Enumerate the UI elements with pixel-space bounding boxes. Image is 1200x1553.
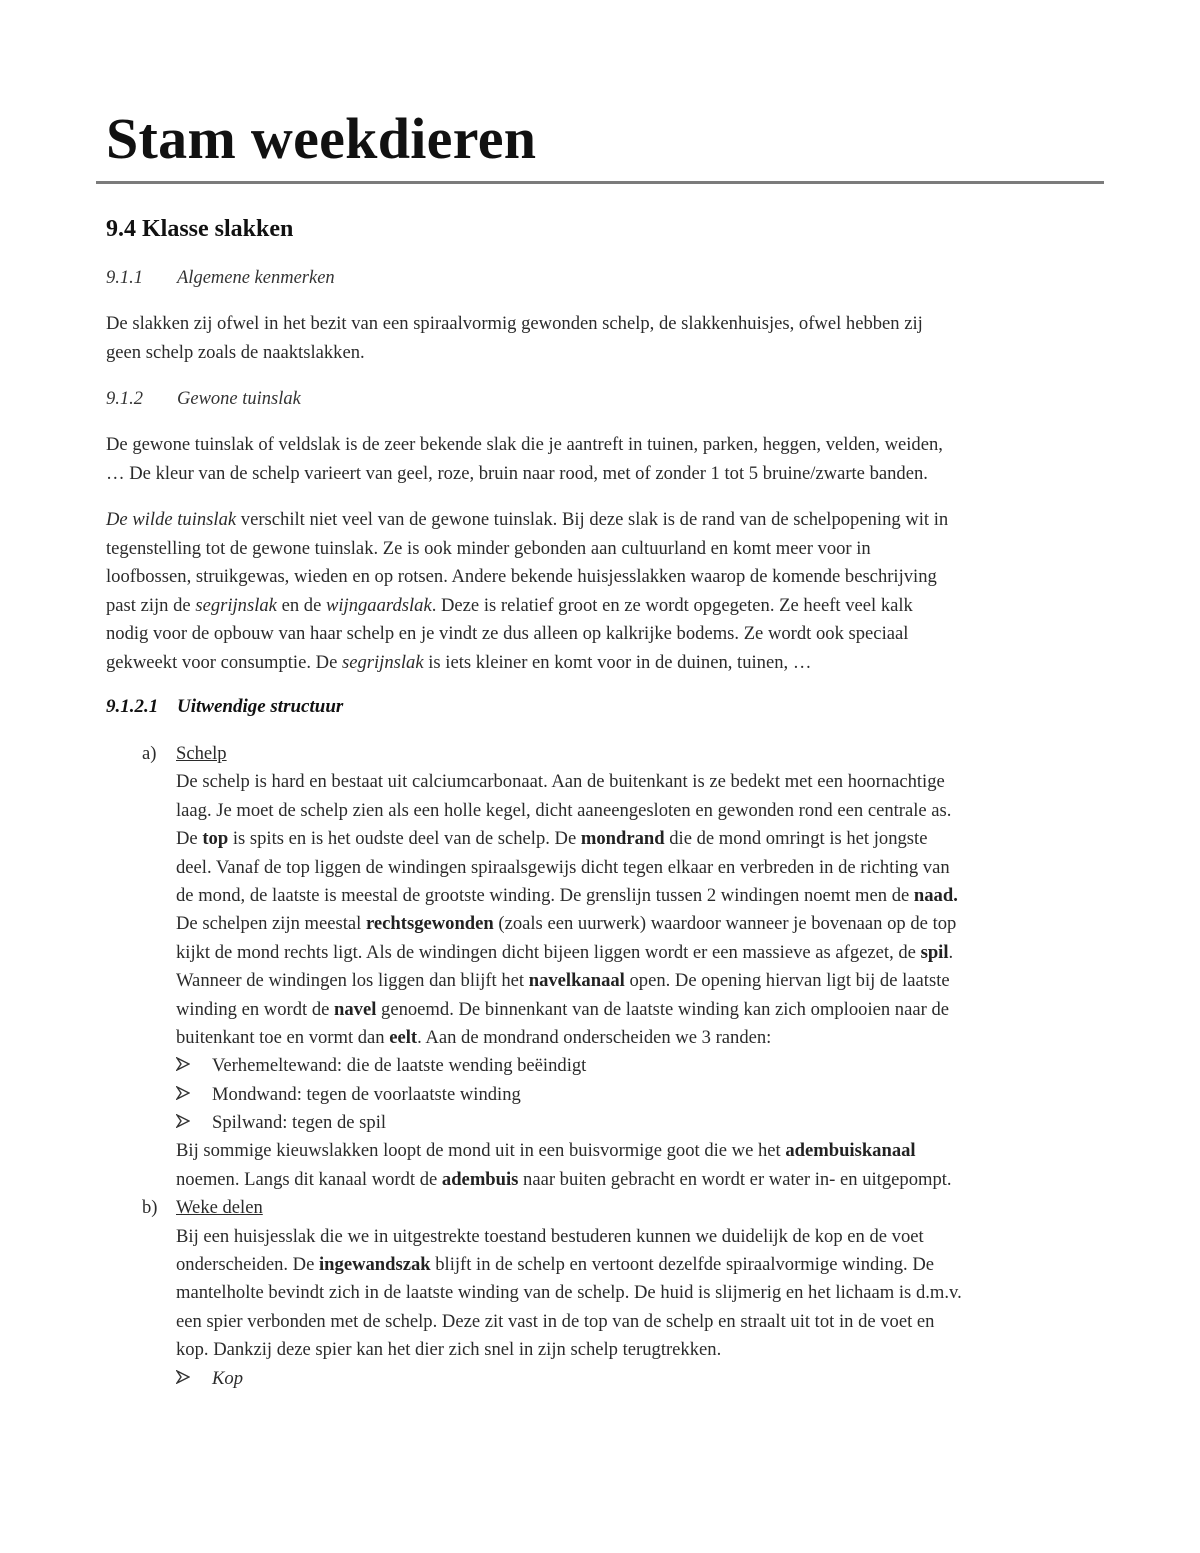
text-line: De slakken zij ofwel in het bezit van een spiraalvormig gewonden schelp, de slakkenhuisjes, ofwel hebben zij bbox=[106, 313, 923, 334]
bullet-item: Spilwand: tegen de spil bbox=[106, 1109, 1101, 1137]
text-line: laag. Je moet de schelp zien als een holle kegel, dicht aaneengesloten en gewonden rond een centrale as. bbox=[176, 799, 952, 821]
structure-list bbox=[106, 740, 1101, 1393]
text-line: De gewone tuinslak of veldslak is de zeer bekende slak die je aantreft in tuinen, parken, heggen, velden, weiden, bbox=[106, 434, 943, 455]
subsection-number: 9.1.2 bbox=[106, 389, 143, 409]
subsection-heading-algemene bbox=[106, 265, 335, 291]
term: adembuiskanaal bbox=[785, 1140, 916, 1162]
list-marker: a) bbox=[142, 743, 157, 764]
text-line: buitenkant toe en vormt dan eelt. Aan de mondrand onderscheiden we 3 randen: bbox=[176, 1026, 772, 1048]
paragraph-gewone-tuinslak bbox=[106, 431, 1101, 488]
text-line: Wanneer de windingen los liggen dan blijft het navelkanaal open. De opening hiervan ligt bij de laatste bbox=[176, 970, 950, 992]
subsection-title: Algemene kenmerken bbox=[177, 268, 335, 288]
text-line: noemen. Langs dit kanaal wordt de adembuis naar buiten gebracht en wordt er water in- en uitgepompt. bbox=[176, 1168, 952, 1190]
term: adembuis bbox=[441, 1168, 519, 1190]
term: navel bbox=[334, 998, 377, 1020]
subsection-heading-tuinslak bbox=[106, 386, 301, 412]
emphasis: segrijnslak bbox=[195, 594, 277, 616]
text-line: de mond, de laatste is meestal de grootste winding. De grenslijn tussen 2 windingen noemt men de naad. bbox=[176, 884, 958, 906]
term: ingewandszak bbox=[319, 1254, 431, 1276]
bullet-item bbox=[106, 1365, 1101, 1393]
section-heading: 9.4 Klasse slakken bbox=[106, 216, 294, 242]
text-line: … De kleur van de schelp varieert van geel, roze, bruin naar rood, met of zonder 1 tot 5 bruine/zwarte banden. bbox=[106, 462, 928, 484]
text-line: De top is spits en is het oudste deel van de schelp. De mondrand die de mond omringt is het jongste bbox=[176, 828, 928, 850]
bullet-item: Mondwand: tegen de voorlaatste winding bbox=[106, 1081, 1101, 1109]
list-item-b bbox=[106, 1194, 1101, 1222]
subsubsection-heading bbox=[106, 694, 343, 720]
term: naad. bbox=[913, 884, 958, 906]
text-line: loofbossen, struikgewas, wieden en op rotsen. Andere bekende huisjesslakken waarop de komende beschrijving bbox=[106, 566, 937, 588]
text-line: past zijn de segrijnslak en de wijngaardslak. Deze is relatief groot en ze wordt opgegeten. Ze heeft veel kalk bbox=[106, 594, 913, 616]
text-line: tegenstelling tot de gewone tuinslak. Ze is ook minder gebonden aan cultuurland en komt meer voor in bbox=[106, 537, 871, 559]
text-line: De schelp is hard en bestaat uit calciumcarbonaat. Aan de buitenkant is ze bedekt met een hoornachtige bbox=[176, 771, 945, 793]
bullet-item: Verhemeltewand: die de laatste wending beëindigt bbox=[106, 1052, 1101, 1080]
text-line: Bij sommige kieuwslakken loopt de mond uit in een buisvormige goot die we het adembuiskanaal bbox=[176, 1140, 916, 1162]
subsection-number: 9.1.1 bbox=[106, 268, 143, 288]
title-divider bbox=[96, 181, 1104, 184]
text-line: De schelpen zijn meestal rechtsgewonden (zoals een uurwerk) waardoor wanneer je bovenaan op de top bbox=[176, 913, 957, 935]
term: mondrand bbox=[580, 828, 665, 850]
text-line: kop. Dankzij deze spier kan het dier zich snel in zijn schelp terugtrekken. bbox=[176, 1339, 722, 1361]
subsubsection-number: 9.1.2.1 bbox=[106, 696, 159, 717]
text-line: geen schelp zoals de naaktslakken. bbox=[106, 341, 365, 363]
text-line: winding en wordt de navel genoemd. De binnenkant van de laatste winding kan zich omplooien naar de bbox=[176, 998, 950, 1020]
text-line: een spier verbonden met de schelp. Deze zit vast in de top van de schelp en straalt uit tot in de voet en bbox=[176, 1310, 935, 1332]
term: spil bbox=[920, 941, 949, 963]
emphasis: De wilde tuinslak bbox=[106, 509, 237, 530]
list-item-a bbox=[106, 740, 1101, 768]
page-title: Stam weekdieren bbox=[106, 106, 537, 171]
term: eelt bbox=[389, 1026, 418, 1048]
arrowhead-bullet-icon bbox=[176, 1365, 190, 1393]
paragraph-algemene bbox=[106, 310, 1101, 367]
text-line: onderscheiden. De ingewandszak blijft in de schelp en vertoont dezelfde spiraalvormige winding. De bbox=[176, 1254, 935, 1276]
paragraph-wilde-tuinslak bbox=[106, 506, 1101, 678]
arrowhead-bullet-icon bbox=[176, 1109, 190, 1137]
text-line: kijkt de mond rechts ligt. Als de windingen dicht bijeen liggen wordt er een massieve as afgezet, de spil. bbox=[176, 941, 954, 963]
text-line: De wilde tuinslak verschilt niet veel van de gewone tuinslak. Bij deze slak is de rand van de schelpopening wit in bbox=[106, 509, 949, 530]
text-line: Bij een huisjesslak die we in uitgestrekte toestand bestuderen kunnen we duidelijk de kop en de voet bbox=[176, 1225, 924, 1247]
emphasis: wijngaardslak bbox=[325, 594, 432, 616]
arrowhead-bullet-icon bbox=[176, 1052, 190, 1080]
arrowhead-bullet-icon bbox=[176, 1081, 190, 1109]
text-line: nodig voor de opbouw van haar schelp en je vindt ze dus alleen op kalkrijke bodems. Ze wordt ook speciaal bbox=[106, 623, 909, 645]
term: rechtsgewonden bbox=[366, 913, 494, 935]
emphasis: segrijnslak bbox=[341, 651, 424, 673]
subsection-title: Gewone tuinslak bbox=[177, 389, 301, 409]
term: top bbox=[202, 828, 229, 850]
text-line: mantelholte bevindt zich in de laatste winding van de schelp. De huid is slijmerig en het lichaam is d.m.v. bbox=[176, 1282, 962, 1304]
term: navelkanaal bbox=[528, 970, 625, 992]
text-line: deel. Vanaf de top liggen de windingen spiraalsgewijs dicht tegen elkaar en verbreden in de richting van bbox=[176, 856, 950, 878]
subsubsection-title: Uitwendige structuur bbox=[177, 696, 344, 717]
text-line: gekweekt voor consumptie. De segrijnslak is iets kleiner en komt voor in de duinen, tuinen, … bbox=[106, 651, 812, 673]
list-marker: b) bbox=[142, 1197, 158, 1219]
sub-heading-kop: Kop bbox=[212, 1367, 243, 1389]
list-item-heading: Weke delen bbox=[176, 1197, 263, 1219]
list-item-heading: Schelp bbox=[176, 743, 227, 764]
